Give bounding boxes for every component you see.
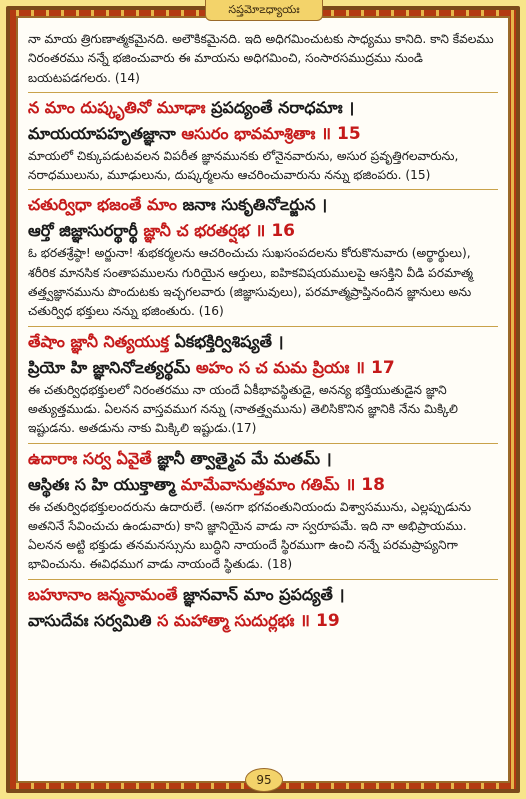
- sloka-black-part: ఆర్తో జిజ్ఞాసురర్థార్థీ: [28, 221, 138, 241]
- sloka-black-part: మాయయాపహృతజ్ఞానా: [28, 123, 176, 143]
- sloka-black-part: ప్రియో హి జ్ఞానినో౽త్యర్థమ్: [28, 357, 191, 377]
- sloka-red-part: చతుర్విధా భజంతే మాం: [28, 195, 177, 215]
- verse-number: ॥ 16: [255, 221, 295, 242]
- section-divider: [28, 92, 498, 93]
- page-content: [28, 30, 498, 760]
- sloka-black-part: వాసుదేవః సర్వమితి: [28, 610, 152, 630]
- verse-number: ॥ 18: [345, 474, 385, 495]
- section-divider: [28, 326, 498, 327]
- sloka-black-part: జ్ఞానీ త్వాత్మైవ మే మతమ్ ।: [157, 448, 332, 468]
- sloka-line: [28, 121, 498, 147]
- sloka-line: [28, 329, 498, 355]
- commentary-paragraph: ఈ చతుర్విధభక్తులలో నిరంతరము నా యందే ఏకీభావస్థితుడై, అనన్య భక్తియుతుడైన జ్ఞాని అత్యుత్తముడు. ఏలనన వాస్తవముగ నన్ను (నాతత్త్వమును) తెలిసికొనిన జ్ఞానికి నేను మిక్కిలి ఇష్టుడను. అతడును నాకు మిక్కిలి ఇష్టుడు.(17): [28, 382, 458, 436]
- sloka-black-part: ప్రపద్యంతే నరాధమాః ।: [211, 97, 355, 117]
- sloka-red-part: జ్ఞానీ చ భరతర్షభ: [143, 221, 250, 241]
- commentary-paragraph: మాయలో చిక్కుపడుటవలన విపరీత జ్ఞానమునకు లోనైనవారును, అసుర ప్రవృత్తిగలవారును, నరాధములును, మూఢులును, దుష్కర్మలను ఆచరించువారును నన్ను భజింపరు. (15): [28, 148, 459, 183]
- commentary-paragraph: నా మాయ త్రిగుణాత్మకమైనది. అలౌకికమైనది. ఇది అధిగమించుటకు సాధ్యము కానిది. కాని కేవలము నిరంతరము నన్నే భజించువారు ఈ మాయను అధిగమించి, సంసారసముద్రము నుండి బయటపడగలరు. (14): [28, 32, 494, 85]
- sloka-black-part: ఏకభక్తిర్విశిష్యతే ।: [174, 331, 284, 351]
- sloka-red-part: న మాం దుష్కృతినో మూఢాః: [28, 97, 206, 117]
- sloka-line: [28, 472, 498, 498]
- sloka-line: [28, 446, 498, 472]
- sloka-red-part: బహూనాం జన్మనామంతే: [28, 584, 178, 604]
- sloka-line: [28, 608, 498, 634]
- commentary-paragraph: ఓ భరతశ్రేష్ఠా! అర్జునా! శుభకర్మలను ఆచరించుచు సుఖసంపదలను కోరుకొనువారు (అర్థార్థులు), శరీరిక మానసిక సంతాపములను గురియైన ఆర్తులు, ఐహికవిషయములపై ఆసక్తిని వీడి పరమాత్మ తత్త్వజ్ఞానమును పొందుటకు ఇచ్ఛగలవారు (జిజ్ఞాసువులు), పరమాత్మప్రాప్తినందిన జ్ఞానులు అను చతుర్విధ భక్తులు నన్ను భజింతురు. (16): [28, 246, 473, 319]
- sloka-black-part: జ్ఞానవాన్ మాం ప్రపద్యతే ।: [183, 584, 345, 604]
- sloka-red-part: ఆసురం భావమాశ్రితాః: [181, 123, 316, 143]
- section-divider: [28, 189, 498, 190]
- sloka-red-part: అహం స చ మమ ప్రియః: [195, 357, 350, 377]
- section-divider: [28, 579, 498, 580]
- sloka-line: [28, 218, 498, 244]
- verse-number: ॥ 15: [320, 123, 361, 144]
- section-divider: [28, 443, 498, 444]
- sloka-line: [28, 192, 498, 218]
- sloka-line: [28, 95, 498, 121]
- sloka-red-part: స మహాత్మా సుదుర్లభః: [157, 610, 295, 630]
- sloka-red-part: ఉదారాః సర్వ ఏవైతే: [28, 448, 152, 468]
- sloka-black-part: ఆస్థితః స హి యుక్తాత్మా: [28, 474, 176, 494]
- sloka-line: [28, 582, 498, 608]
- chapter-title: సప్తమో౽ధ్యాయః: [205, 0, 323, 21]
- sloka-red-part: మామేవానుత్తమాం గతిమ్: [180, 474, 340, 494]
- page-number: 95: [245, 768, 283, 792]
- sloka-black-part: జనాః సుకృతినో౽ర్జున ।: [182, 195, 328, 215]
- verse-number: ॥ 19: [299, 610, 340, 631]
- commentary-paragraph: ఈ చతుర్విధభక్తులందరును ఉదారులే. (అనగా భగవంతునియందు విశ్వాసమును, ఎల్లప్పుడును అతనినే సేవించుచు ఉండువారు) కాని జ్ఞానియైన వాడు నా స్వరూపమే. ఇది నా అభిప్రాయము. ఏలనన అట్టి భక్తుడు తనమనస్సును బుద్ధిని నాయందే స్థిరముగా ఉంచి నన్నే పరమప్రాప్యనిగా భావించును. ఈవిధముగ వాడు నాయందే స్థితుడు. (18): [28, 499, 472, 572]
- sloka-line: [28, 355, 498, 381]
- verse-number: ॥ 17: [354, 357, 395, 378]
- sloka-red-part: తేషాం జ్ఞానీ నిత్యయుక్త: [28, 331, 169, 351]
